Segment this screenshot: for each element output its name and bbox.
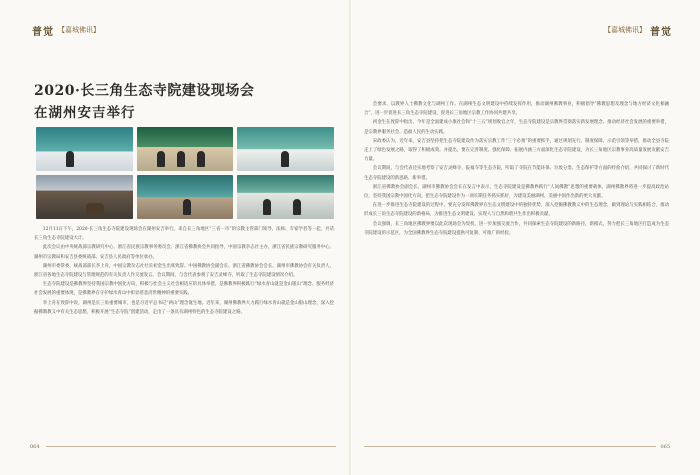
paragraph: 生态寺院建设是佛教界坚持我国宗教中国化方向、积极与社会主义社会相适应的具体举措。是佛教界积极践行“绿水青山就是金山银山”理念、服务经济社会发展的重要体现，是佛教界在守护绿水青山中彰显慈悲济世精神的重要实践。 (34, 282, 334, 297)
right-article-column (364, 100, 669, 238)
paragraph: 会议强调，长三角地区佛教界要以此次现场会为契机，进一步加强交流合作，共同探索生态寺院建设的新路径、新模式，努力把长三角地区打造成为生态寺院建设的示范区，为全国佛教界生态寺院建设提供可复制、可推广的经验。 (364, 221, 669, 236)
paragraph: 12月11日下午，2020·长三角生态寺院建设现场会在湖州安吉举行。来自长三角地区“三省一市”的宗教主管部门领导、法师、专家学者等一起，共话长三角生态寺院建设大计。 (34, 227, 334, 242)
paragraph: 宋政委认为，近年来，安吉县坚持把生态寺院建设作为落实宗教工作“三个必须”的重要抓手，通过规划先行、制度保障、示范引领等举措，推动全县寺院走上了绿色发展之路，取得了积极成效。并提出，要在完善制度、强化保障、拓展内涵三方面深化生态寺院建设，为长三角地区宗教事业高质量发展贡献安吉力量。 (364, 138, 669, 163)
article-subtitle: 在湖州安吉举行 (34, 105, 136, 121)
photo-temple-icon (36, 175, 133, 219)
paragraph: 此次会议由中央统战部宗教研究中心、浙江省民族宗教事务委员会、浙江省佛教协会共同指导，中国宗教杂志社主办，浙江省民族宗教研究服务中心、湖州市宗教局和安吉县委统战部、安吉县人民政府等单位承办。 (34, 245, 334, 260)
photo-podium-icon (237, 127, 334, 171)
paragraph: 李上舟在致辞中说，湖州是长三角重要城市，也是习近平总书记“两山”理念诞生地。近年来，湖州佛教界大力践行绿水青山就是金山银山理念，深入挖掘佛教教义中有关生态思想，积极开展“生态寺院”创建活动，走出了一条具有湖州特色的生态寺院建设之路。 (34, 300, 334, 315)
left-article-column (34, 225, 334, 317)
paragraph: 在进一步推进生态寺院建设的过程中，要充分发挥佛教界在生态文明建设中的独特优势，深入挖掘佛教教义中的生态理念，做到理论与实践相结合，推动形成长三角生态寺院建设的新格局，为推进生态文明建设、实现人与自然和谐共生作出积极贡献。 (364, 203, 669, 218)
page-number: 065 (660, 444, 670, 450)
photo-hall-icon (137, 175, 234, 219)
paragraph: 浙江省佛教协会副会长、湖州市佛教协会会长在发言中表示，生态寺院建设是佛教界践行“人间佛教”思想的重要载体，湖州佛教界将进一步提高政治站位，坚持我国宗教中国化方向，把生态寺院建设作为一项长期任务抓实抓好，为建设美丽湖州、美丽中国作出新的更大贡献。 (364, 184, 669, 200)
page-number: 064 (30, 444, 40, 450)
paragraph: 会议期间，与会代表还实地考察了安吉灵峰寺、报福寺等生态寺院，听取了寺院在节能环保、垃圾分类、生态保护等方面的经验介绍，共同探讨了新时代生态寺院建设的新思路、新举措。 (364, 166, 669, 181)
photo-group-icon (137, 127, 234, 171)
paragraph: 会要求，以教界人士佛教文化与湖州工作。在湖州生态文明建设中持续发挥作用，推动湖州佛教事业，积极倡导“佛教思想及理念与地方经济文化相融合”，进一步促进长三角生态寺院建设，促进长三角地区宗教工作协同共建共享。 (364, 102, 669, 117)
footer-rule (46, 446, 336, 447)
photo-grid (36, 127, 334, 219)
photo-speaker-icon (36, 127, 133, 171)
paragraph: 初金生在致辞中指出，今年是全面建成小康社会和“十三五”规划收官之年，生态寺院建设是宗教界贯彻落实新发展理念、推动经济社会发展的重要举措，是宗教界服务社会、造福人民的生动实践。 (364, 120, 669, 135)
paragraph: 湖州市委常委、统战部部长李上舟，中国宗教杂志社社长初金生出席致辞。中国佛教协会副会长、浙江省佛教协会会长，湖州市佛教协会有关负责人，浙江省各地生态寺院建设与管理规范的有关负责人作交流发言。会议期间，与会代表参观了安吉灵峰寺，听取了生态寺院建设情况介绍。 (34, 263, 334, 279)
article-title: 2020·长三角生态寺院建设现场会 (34, 83, 255, 99)
left-page-header (32, 22, 100, 38)
section-label: 【嘉城佛讯】 (58, 26, 100, 34)
footer-rule (364, 446, 656, 447)
page-gutter (349, 0, 351, 475)
magazine-logo: 普觉 (32, 26, 54, 38)
section-label: 【嘉城佛讯】 (604, 26, 646, 34)
photo-meeting-icon (237, 175, 334, 219)
right-page-header (604, 22, 672, 38)
magazine-logo: 普觉 (650, 26, 672, 38)
